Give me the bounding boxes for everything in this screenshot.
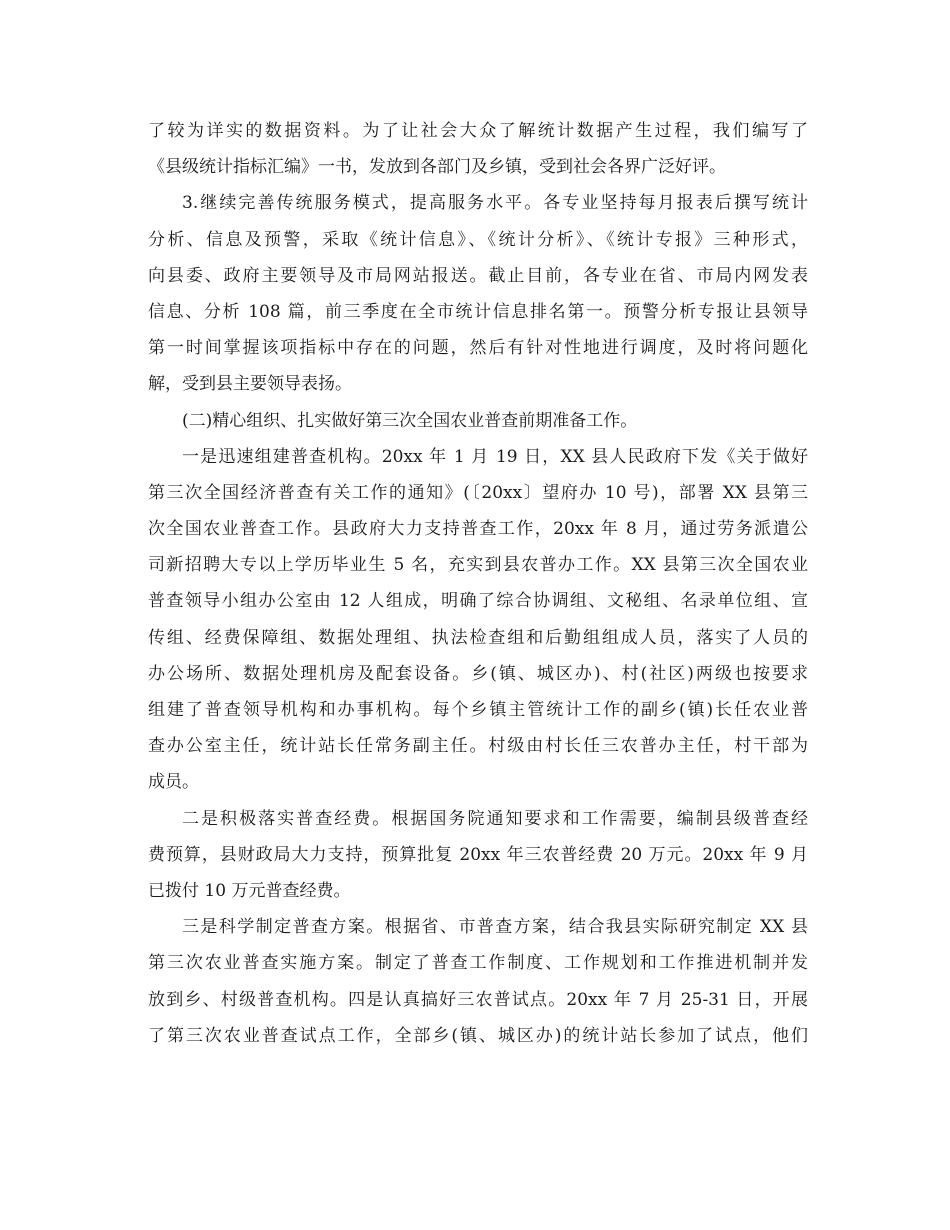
text-line: 办公场所、数据处理机房及配套设备。乡(镇、城区办)、村(社区)两级也按要求	[148, 663, 808, 684]
text-line: 费预算，县财政局大力支持，预算批复 20xx 年三农普经费 20 万元。20xx 年 9 月	[148, 844, 808, 865]
text-line: 司新招聘大专以上学历毕业生 5 名，充实到县农普办工作。XX 县第三次全国农业	[148, 555, 808, 576]
text-line: 3.继续完善传统服务模式，提高服务水平。各专业坚持每月报表后撰写统计	[182, 193, 808, 214]
text-line: 已拨付 10 万元普查经费。	[148, 880, 351, 901]
text-line: 第三次农业普查实施方案。制定了普查工作制度、工作规划和工作推进机制并发	[148, 953, 808, 974]
text-line: 《县级统计指标汇编》一书，发放到各部门及乡镇，受到社会各界广泛好评。	[148, 157, 726, 178]
text-line: 一是迅速组建普查机构。20xx 年 1 月 19 日，XX 县人民政府下发《关于做好	[182, 446, 808, 467]
text-line: 放到乡、村级普查机构。四是认真搞好三农普试点。20xx 年 7 月 25-31 日，开展	[148, 989, 808, 1010]
text-line: 第一时间掌握该项指标中存在的问题，然后有针对性地进行调度，及时将问题化	[148, 338, 808, 359]
text-line: 组建了普查领导机构和办事机构。每个乡镇主管统计工作的副乡(镇)长任农业普	[148, 700, 808, 720]
text-line: 二是积极落实普查经费。根据国务院通知要求和工作需要，编制县级普查经	[182, 808, 808, 829]
text-line: 成员。	[148, 772, 199, 793]
text-line: 信息、分析 108 篇，前三季度在全市统计信息排名第一。预警分析专报让县领导	[148, 301, 808, 322]
text-line: 传组、经费保障组、数据处理组、执法检查组和后勤组组成人员，落实了人员的	[148, 627, 808, 648]
text-line: 次全国农业普查工作。县政府大力支持普查工作，20xx 年 8 月，通过劳务派遣公	[148, 519, 808, 540]
text-line: 普查领导小组办公室由 12 人组成，明确了综合协调组、文秘组、名录单位组、宣	[148, 591, 808, 612]
text-line: 三是科学制定普查方案。根据省、市普查方案，结合我县实际研究制定 XX 县	[182, 917, 808, 938]
text-line: 向县委、政府主要领导及市局网站报送。截止目前，各专业在省、市局内网发表	[148, 265, 808, 286]
text-line: (二)精心组织、扎实做好第三次全国农业普查前期准备工作。	[182, 410, 638, 431]
text-line: 第三次全国经济普查有关工作的通知》(〔20xx〕望府办 10 号)，部署 XX 县第三	[148, 482, 808, 503]
text-line: 查办公室主任，统计站长任常务副主任。村级由村长任三农普办主任，村干部为	[148, 736, 808, 757]
text-line: 了较为详实的数据资料。为了让社会大众了解统计数据产生过程，我们编写了	[148, 121, 808, 141]
text-line: 解，受到县主要领导表扬。	[148, 374, 352, 395]
text-line: 了第三次农业普查试点工作，全部乡(镇、城区办)的统计站长参加了试点，他们	[148, 1025, 808, 1046]
document-body	[148, 117, 808, 1058]
text-line: 分析、信息及预警，采取《统计信息》、《统计分析》、《统计专报》三种形式，	[148, 229, 808, 250]
